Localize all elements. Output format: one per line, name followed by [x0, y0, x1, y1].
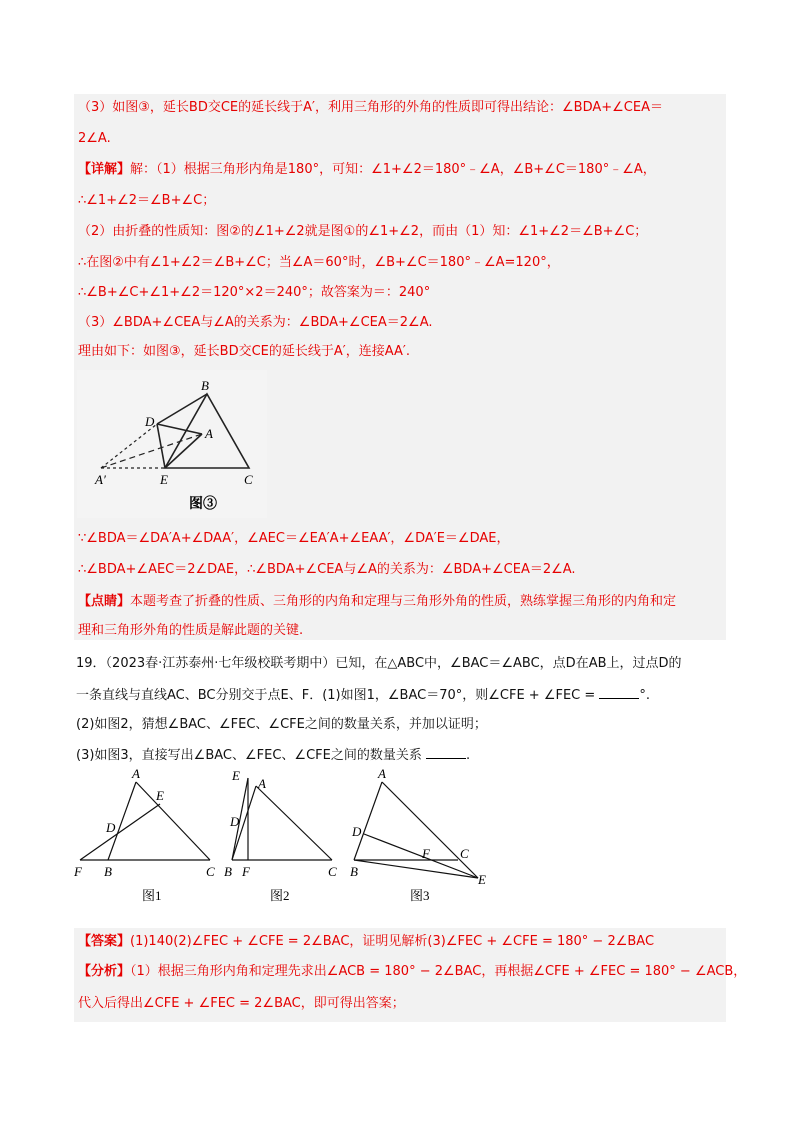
label-a: A: [132, 768, 140, 781]
answer-text: (1)140(2)∠FEC + ∠CFE = 2∠BAC，证明见解析(3)∠FEC + ∠CFE = 180° − 2∠BAC: [130, 934, 655, 949]
figure-3-image: [77, 370, 267, 518]
label-b: B: [201, 378, 209, 393]
solution-line: ∴∠B+∠C+∠1+∠2＝120°×2＝240°；故答案为＝：240°: [78, 285, 431, 300]
label-e: E: [478, 872, 486, 887]
label-d: D: [230, 814, 240, 829]
label-d: D: [106, 820, 116, 835]
label-e: E: [160, 472, 168, 487]
solution-line: ∵∠BDA＝∠DA′A+∠DAA′，∠AEC＝∠EA′A+∠EAA′，∠DA′E＝∠DAE，: [78, 531, 510, 546]
label-f: F: [422, 846, 430, 861]
analysis-line: 代入后得出∠CFE + ∠FEC = 2∠BAC，即可得出答案；: [78, 996, 405, 1011]
label-a-prime: A′: [95, 472, 106, 487]
question-line: [76, 686, 650, 705]
figure-caption: 图1: [142, 888, 162, 903]
label-f: F: [242, 864, 250, 879]
label-c: C: [206, 864, 215, 879]
analysis-line: [78, 963, 746, 981]
degree-unit: °.: [639, 688, 651, 703]
question-text: (3)如图3，直接写出∠BAC、∠FEC、∠CFE之间的数量关系: [76, 748, 422, 763]
question-text: 一条直线与直线AC、BC分别交于点E、F．(1)如图1，∠BAC＝70°，则∠CFE + ∠FEC =: [76, 688, 596, 703]
label-e: E: [232, 768, 240, 783]
remark-text: 本题考查了折叠的性质、三角形的内角和定理与三角形外角的性质，熟练掌握三角形的内角和定: [130, 594, 677, 609]
figure-caption: 图2: [270, 888, 290, 903]
answer-blank: [599, 686, 639, 699]
label-a: A: [205, 426, 213, 441]
answer-tag: 【答案】: [78, 934, 131, 949]
solution-line: ∴在图②中有∠1+∠2＝∠B+∠C；当∠A＝60°时，∠B+∠C＝180°﹣∠A=120°，: [78, 255, 560, 270]
label-b: B: [104, 864, 112, 879]
solution-line: （3）如图③，延长BD交CE的延长线于A′，利用三角形的外角的性质即可得出结论：∠BDA+∠CEA＝: [78, 100, 663, 115]
solution-line: [78, 161, 656, 179]
figures-row: [70, 768, 500, 908]
figure-2: [224, 768, 337, 903]
figure-3-diagram: [77, 370, 267, 518]
label-d: D: [145, 414, 155, 429]
detail-text: 解：（1）根据三角形内角是180°，可知：∠1+∠2＝180°﹣∠A，∠B+∠C＝180°﹣∠A，: [130, 162, 656, 177]
solution-line: 2∠A.: [78, 131, 111, 146]
period: .: [466, 748, 471, 763]
figure-caption: 图③: [189, 497, 217, 512]
label-d: D: [352, 824, 362, 839]
figure-3: [350, 768, 486, 903]
analysis-tag: 【分析】: [78, 964, 131, 979]
solution-line: [78, 593, 676, 611]
solution-line: （3）∠BDA+∠CEA与∠A的关系为：∠BDA+∠CEA＝2∠A.: [78, 315, 433, 330]
label-b: B: [350, 864, 358, 879]
label-c: C: [244, 472, 253, 487]
label-c: C: [460, 846, 469, 861]
solution-line: ∴∠BDA+∠AEC＝2∠DAE，∴∠BDA+∠CEA与∠A的关系为：∠BDA+∠CEA＝2∠A.: [78, 562, 576, 577]
question-line: [76, 746, 470, 765]
analysis-text: （1）根据三角形内角和定理先求出∠ACB = 180° − 2∠BAC，再根据∠CFE + ∠FEC = 180° − ∠ACB，: [130, 964, 747, 979]
label-b: B: [224, 864, 232, 879]
label-c: C: [328, 864, 337, 879]
figures-diagram: [70, 768, 500, 908]
solution-line: ∴∠1+∠2＝∠B+∠C；: [78, 193, 216, 208]
figure-caption: 图3: [410, 888, 430, 903]
label-e: E: [156, 788, 164, 803]
remark-tag: 【点睛】: [78, 594, 131, 609]
label-a: A: [378, 768, 386, 781]
solution-line: 理由如下：如图③，延长BD交CE的延长线于A′，连接AA′.: [78, 344, 410, 359]
question-line: 19．（2023春·江苏泰州·七年级校联考期中）已知，在△ABC中，∠BAC＝∠ABC，点D在AB上，过点D的: [76, 656, 682, 671]
detail-tag: 【详解】: [78, 162, 131, 177]
label-f: F: [74, 864, 82, 879]
answer-blank: [426, 746, 466, 759]
label-a: A: [258, 776, 266, 791]
solution-line: （2）由折叠的性质知：图②的∠1+∠2就是图①的∠1+∠2，而由（1）知：∠1+∠2＝∠B+∠C；: [78, 224, 648, 239]
solution-line: 理和三角形外角的性质是解此题的关键.: [78, 623, 304, 638]
answer-line: [78, 933, 654, 951]
question-line: (2)如图2，猜想∠BAC、∠FEC、∠CFE之间的数量关系，并加以证明；: [76, 717, 487, 732]
figure-1: [73, 768, 215, 903]
